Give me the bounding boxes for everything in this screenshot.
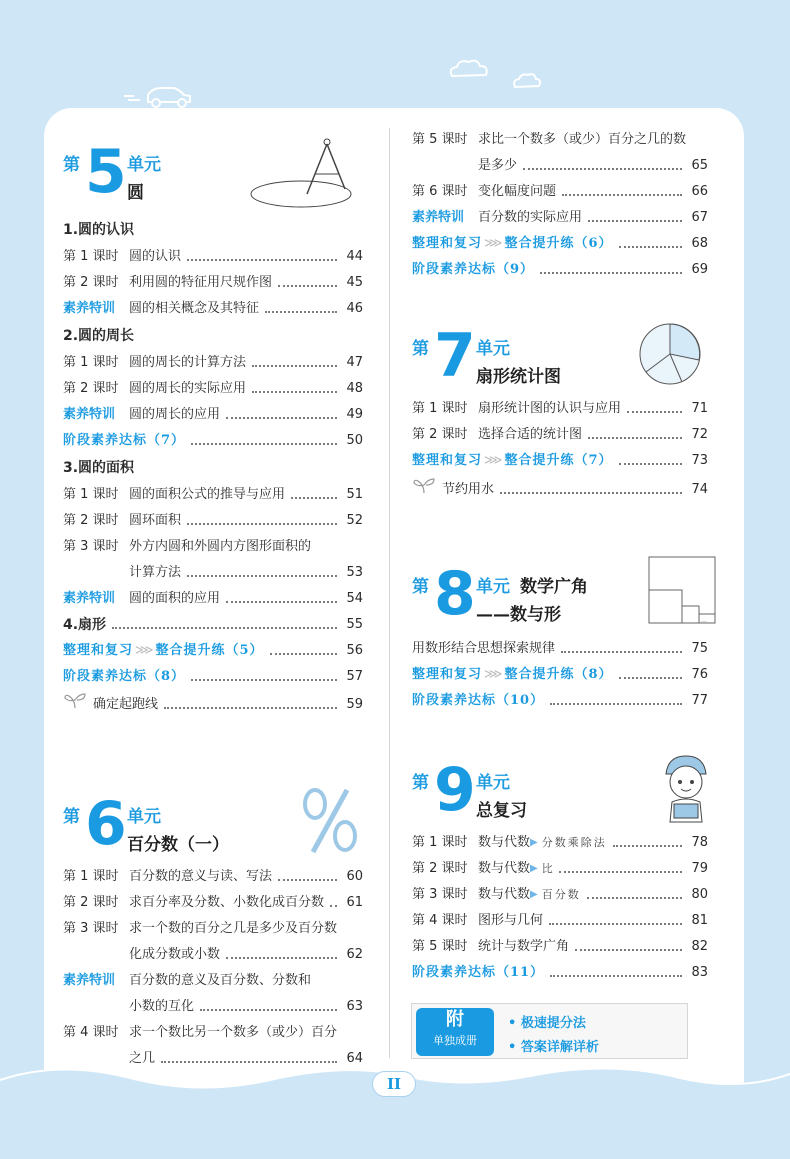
- leader-dots: [627, 411, 682, 413]
- entry-text: 图形与几何: [478, 913, 544, 928]
- leader-dots: [588, 220, 682, 222]
- unit-8-header: [412, 556, 708, 636]
- toc-entry[interactable]: [412, 882, 708, 908]
- cloud-icon: [512, 72, 542, 94]
- triangle-right-icon: ▶: [530, 863, 538, 874]
- unit-number: 8: [434, 559, 476, 629]
- unit-number: 9: [434, 755, 476, 825]
- leader-dots: [561, 651, 682, 653]
- compass-icon: [249, 134, 359, 214]
- entry-text: 求比一个数多（或少）百分之几的数: [478, 132, 687, 147]
- appendix-tag: [416, 1008, 494, 1056]
- entry-text-2: 整合提升练（5）: [155, 643, 264, 658]
- leader-dots: [330, 905, 337, 907]
- sprout-icon: [412, 475, 442, 505]
- unit-number: 6: [85, 789, 127, 859]
- leader-dots: [588, 437, 682, 439]
- entry-text: 百分数的实际应用: [478, 210, 583, 225]
- section-title: 2.圆的周长: [63, 328, 135, 344]
- column-divider: [389, 128, 390, 1058]
- toc-entry[interactable]: [412, 231, 708, 257]
- leader-dots: [226, 601, 337, 603]
- leader-dots: [550, 975, 682, 977]
- unit-suffix: 单元: [476, 577, 510, 597]
- toc-entry[interactable]: [412, 448, 708, 474]
- entry-text: 整理和复习: [412, 453, 483, 468]
- page-number: 59: [346, 697, 363, 712]
- toc-entry[interactable]: [63, 890, 363, 916]
- entry-text: 求百分率及分数、小数化成百分数: [129, 895, 325, 910]
- page-number: 47: [346, 355, 363, 370]
- unit-7-header: [412, 318, 708, 396]
- entry-label: 第 3 课时: [63, 921, 119, 936]
- appendix-item[interactable]: • 极速提分法: [508, 1016, 586, 1031]
- page-number: 83: [691, 965, 708, 980]
- nested-squares-icon: [648, 556, 716, 624]
- leader-dots: [619, 463, 682, 465]
- entry-label: 第 3 课时: [412, 887, 468, 902]
- arrow-icon: ⋙: [484, 453, 503, 468]
- entry-text: 小数的互化: [129, 999, 195, 1014]
- svg-text:…: …: [701, 617, 707, 624]
- unit-title: 扇形统计图: [476, 367, 561, 387]
- page-number: 51: [346, 487, 363, 502]
- section-title: 1.圆的认识: [63, 222, 135, 238]
- toc-entry[interactable]: [63, 994, 363, 1020]
- entry-label: 第 2 课时: [63, 513, 119, 528]
- entry-text: 圆的认识: [129, 249, 182, 264]
- toc-entry[interactable]: [63, 690, 363, 720]
- toc-entry[interactable]: [63, 586, 363, 612]
- toc-entry[interactable]: [63, 402, 363, 428]
- toc-entry[interactable]: [63, 864, 363, 890]
- entry-label: 第 2 课时: [63, 275, 119, 290]
- toc-entry[interactable]: [412, 474, 708, 506]
- page-number: 44: [346, 249, 363, 264]
- page-number: 49: [346, 407, 363, 422]
- appendix-sublabel: 单独成册: [433, 1034, 477, 1047]
- entry-label: 第 2 课时: [412, 427, 468, 442]
- toc-entry[interactable]: [412, 127, 708, 153]
- page-number: 74: [691, 482, 708, 497]
- unit-prefix: 第: [63, 807, 80, 827]
- page-number: 72: [691, 427, 708, 442]
- toc-entry[interactable]: [412, 688, 708, 714]
- leader-dots: [191, 679, 337, 681]
- entry-text: 阶段素养达标（10）: [412, 693, 545, 708]
- entry-label: 第 1 课时: [63, 249, 119, 264]
- appendix-item[interactable]: • 答案详解详析: [508, 1040, 599, 1055]
- leader-dots: [291, 497, 337, 499]
- toc-entry[interactable]: [63, 916, 363, 942]
- entry-text: 数与代数: [478, 835, 531, 850]
- unit-suffix: 单元: [476, 339, 510, 359]
- unit-suffix: 单元: [476, 773, 510, 793]
- page-number: 79: [691, 861, 708, 876]
- unit-title: 圆: [127, 183, 144, 203]
- entry-subtext: 百分数: [541, 888, 581, 901]
- entry-text: 确定起跑线: [93, 697, 159, 712]
- toc-entry[interactable]: [412, 662, 708, 688]
- toc-entry[interactable]: [63, 534, 363, 560]
- entry-label: 第 2 课时: [63, 895, 119, 910]
- entry-text: 数与代数: [478, 861, 531, 876]
- entry-text: 之几: [129, 1051, 156, 1066]
- leader-dots: [549, 923, 682, 925]
- toc-entry[interactable]: [63, 244, 363, 270]
- toc-entry[interactable]: [412, 908, 708, 934]
- sprout-icon: [63, 690, 93, 720]
- entry-text: 阶段素养达标（7）: [63, 433, 186, 448]
- entry-label: 第 1 课时: [412, 401, 468, 416]
- leader-dots: [252, 391, 337, 393]
- toc-entry[interactable]: [63, 664, 363, 690]
- entry-subtext: 比: [541, 862, 553, 875]
- entry-label: 素养特训: [63, 591, 116, 606]
- section-title: 3.圆的面积: [63, 460, 135, 476]
- leader-dots: [187, 523, 337, 525]
- leader-dots: [575, 949, 682, 951]
- page-number: 67: [691, 210, 708, 225]
- entry-text: 整理和复习: [412, 667, 483, 682]
- entry-label: 第 6 课时: [412, 184, 468, 199]
- entry-text: 求一个数的百分之几是多少及百分数: [129, 921, 338, 936]
- arrow-icon: ⋙: [484, 236, 503, 251]
- right-column-unit9: [412, 752, 708, 986]
- entry-label: 第 1 课时: [63, 355, 119, 370]
- entry-label: 第 5 课时: [412, 132, 468, 147]
- unit-suffix: 单元: [127, 807, 161, 827]
- entry-label: 素养特训: [63, 301, 116, 316]
- unit-prefix: 第: [412, 339, 429, 359]
- arrow-icon: ⋙: [135, 643, 154, 658]
- entry-text: 化成分数或小数: [129, 947, 221, 962]
- percent-icon: [299, 786, 363, 856]
- entry-text: 阶段素养达标（11）: [412, 965, 545, 980]
- toc-entry[interactable]: [63, 612, 363, 638]
- right-column-unit7: [412, 318, 708, 506]
- unit-title: 百分数（一）: [127, 835, 229, 855]
- unit-suffix: 单元: [127, 155, 161, 175]
- entry-text: 求一个数比另一个数多（或少）百分: [129, 1025, 338, 1040]
- toc-entry[interactable]: [412, 422, 708, 448]
- page-number: 54: [346, 591, 363, 606]
- page-number: 57: [346, 669, 363, 684]
- page-number: 78: [691, 835, 708, 850]
- entry-subtext: 分数乘除法: [541, 836, 607, 849]
- entry-text: 阶段素养达标（8）: [63, 669, 186, 684]
- page-number: 61: [346, 895, 363, 910]
- page-number: 69: [691, 262, 708, 277]
- entry-text: 阶段素养达标（9）: [412, 262, 535, 277]
- entry-label: 素养特训: [63, 407, 116, 422]
- toc-entry[interactable]: [412, 257, 708, 283]
- toc-entry[interactable]: [63, 1046, 363, 1072]
- toc-entry[interactable]: [63, 376, 363, 402]
- entry-text: 是多少: [478, 158, 518, 173]
- appendix-box: [411, 1003, 688, 1059]
- page-number: 60: [346, 869, 363, 884]
- leader-dots: [187, 259, 337, 261]
- leader-dots: [252, 365, 337, 367]
- toc-entry[interactable]: [63, 350, 363, 376]
- page-number: 56: [346, 643, 363, 658]
- leader-dots: [559, 871, 682, 873]
- page-number: 45: [346, 275, 363, 290]
- entry-text: 圆环面积: [129, 513, 182, 528]
- toc-entry[interactable]: [63, 1020, 363, 1046]
- unit-prefix: 第: [412, 773, 429, 793]
- leader-dots: [265, 311, 337, 313]
- page-number: 80: [691, 887, 708, 902]
- unit-subtitle: ——数与形: [476, 605, 561, 625]
- toc-entry[interactable]: [412, 205, 708, 231]
- leader-dots: [500, 492, 682, 494]
- leader-dots: [191, 443, 337, 445]
- entry-text: 整理和复习: [63, 643, 134, 658]
- entry-label: 素养特训: [412, 210, 465, 225]
- leader-dots: [562, 194, 682, 196]
- toc-entry[interactable]: [412, 856, 708, 882]
- toc-entry[interactable]: [412, 396, 708, 422]
- page-number: 52: [346, 513, 363, 528]
- entry-text-2: 整合提升练（6）: [504, 236, 613, 251]
- toc-entry[interactable]: [63, 428, 363, 454]
- toc-entry[interactable]: [63, 296, 363, 322]
- unit-5-header: [63, 134, 363, 212]
- toc-entry[interactable]: [63, 638, 363, 664]
- right-column-unit8: [412, 556, 708, 714]
- unit-prefix: 第: [412, 577, 429, 597]
- entry-label: 第 1 课时: [63, 487, 119, 502]
- student-reading-icon: [658, 752, 712, 826]
- unit-number: 5: [85, 137, 127, 207]
- leader-dots: [278, 879, 337, 881]
- leader-dots: [270, 653, 337, 655]
- entry-label: 第 4 课时: [63, 1025, 119, 1040]
- page-number: 66: [691, 184, 708, 199]
- page-number: 48: [346, 381, 363, 396]
- entry-text: 统计与数学广角: [478, 939, 570, 954]
- entry-text: 用数形结合思想探索规律: [412, 641, 556, 656]
- leader-dots: [187, 575, 337, 577]
- leader-dots: [550, 703, 682, 705]
- page-number-badge: II: [372, 1071, 416, 1097]
- toc-entry[interactable]: [63, 560, 363, 586]
- leader-dots: [540, 272, 682, 274]
- entry-text: 圆的面积公式的推导与应用: [129, 487, 286, 502]
- toc-entry[interactable]: [412, 934, 708, 960]
- page-number: 82: [691, 939, 708, 954]
- section-title: 4.扇形: [63, 617, 107, 633]
- toc-entry[interactable]: [412, 153, 708, 179]
- appendix-label: 附: [446, 1009, 464, 1030]
- entry-text: 圆的相关概念及其特征: [129, 301, 260, 316]
- leader-dots: [619, 246, 682, 248]
- entry-label: 第 1 课时: [63, 869, 119, 884]
- entry-label: 第 4 课时: [412, 913, 468, 928]
- left-column: [63, 134, 363, 720]
- page-number: 64: [346, 1051, 363, 1066]
- entry-text: 圆的周长的实际应用: [129, 381, 247, 396]
- right-column: [412, 127, 708, 283]
- page-number: 81: [691, 913, 708, 928]
- leader-dots: [226, 417, 337, 419]
- page-number: 63: [346, 999, 363, 1014]
- toc-entry[interactable]: [63, 482, 363, 508]
- left-column-unit6: [63, 786, 363, 1072]
- entry-text-2: 整合提升练（7）: [504, 453, 613, 468]
- pie-chart-icon: [638, 322, 702, 386]
- unit-9-header: [412, 752, 708, 830]
- entry-text: 选择合适的统计图: [478, 427, 583, 442]
- entry-text: 圆的面积的应用: [129, 591, 221, 606]
- entry-text: 扇形统计图的认识与应用: [478, 401, 622, 416]
- entry-label: 第 2 课时: [63, 381, 119, 396]
- entry-text: 百分数的意义及百分数、分数和: [129, 973, 312, 988]
- leader-dots: [226, 957, 337, 959]
- cloud-icon: [448, 58, 490, 84]
- triangle-right-icon: ▶: [530, 837, 538, 848]
- toc-entry[interactable]: [412, 960, 708, 986]
- entry-text: 利用圆的特征用尺规作图: [129, 275, 273, 290]
- leader-dots: [278, 285, 337, 287]
- leader-dots: [523, 168, 682, 170]
- arrow-icon: ⋙: [484, 667, 503, 682]
- unit-6-header: [63, 786, 363, 864]
- leader-dots: [164, 707, 337, 709]
- leader-dots: [200, 1009, 337, 1011]
- unit-title: 总复习: [476, 801, 527, 821]
- leader-dots: [587, 897, 682, 899]
- entry-text: 节约用水: [442, 482, 495, 497]
- unit-title: 数学广角: [520, 577, 588, 597]
- entry-label: 第 1 课时: [412, 835, 468, 850]
- toc-entry[interactable]: [412, 636, 708, 662]
- entry-text: 百分数的意义与读、写法: [129, 869, 273, 884]
- entry-text: 变化幅度问题: [478, 184, 557, 199]
- page-number: 46: [346, 301, 363, 316]
- leader-dots: [619, 677, 682, 679]
- entry-text: 数与代数: [478, 887, 531, 902]
- leader-dots: [613, 845, 682, 847]
- entry-label: 第 2 课时: [412, 861, 468, 876]
- leader-dots: [161, 1061, 337, 1063]
- unit-number: 7: [434, 321, 476, 391]
- entry-label: 第 3 课时: [63, 539, 119, 554]
- page-number: 50: [346, 433, 363, 448]
- entry-text: 外方内圆和外圆内方图形面积的: [129, 539, 312, 554]
- page-number: 75: [691, 641, 708, 656]
- page-number: 55: [346, 617, 363, 632]
- entry-label: 素养特训: [63, 973, 116, 988]
- page-number: 73: [691, 453, 708, 468]
- page-number: 71: [691, 401, 708, 416]
- entry-label: 第 5 课时: [412, 939, 468, 954]
- toc-entry[interactable]: [63, 270, 363, 296]
- page-number: 65: [691, 158, 708, 173]
- page-number: 77: [691, 693, 708, 708]
- toc-entry[interactable]: [412, 830, 708, 856]
- leader-dots: [112, 627, 337, 629]
- entry-text: 整理和复习: [412, 236, 483, 251]
- toc-entry[interactable]: [63, 942, 363, 968]
- entry-text: 圆的周长的计算方法: [129, 355, 247, 370]
- unit-prefix: 第: [63, 155, 80, 175]
- page-number: 68: [691, 236, 708, 251]
- toc-entry[interactable]: [63, 508, 363, 534]
- toc-entry[interactable]: [412, 179, 708, 205]
- toc-entry[interactable]: [63, 968, 363, 994]
- page-number: 76: [691, 667, 708, 682]
- entry-text: 圆的周长的应用: [129, 407, 221, 422]
- entry-text: 计算方法: [129, 565, 182, 580]
- page-number: 62: [346, 947, 363, 962]
- triangle-right-icon: ▶: [530, 889, 538, 900]
- entry-text-2: 整合提升练（8）: [504, 667, 613, 682]
- page-number: 53: [346, 565, 363, 580]
